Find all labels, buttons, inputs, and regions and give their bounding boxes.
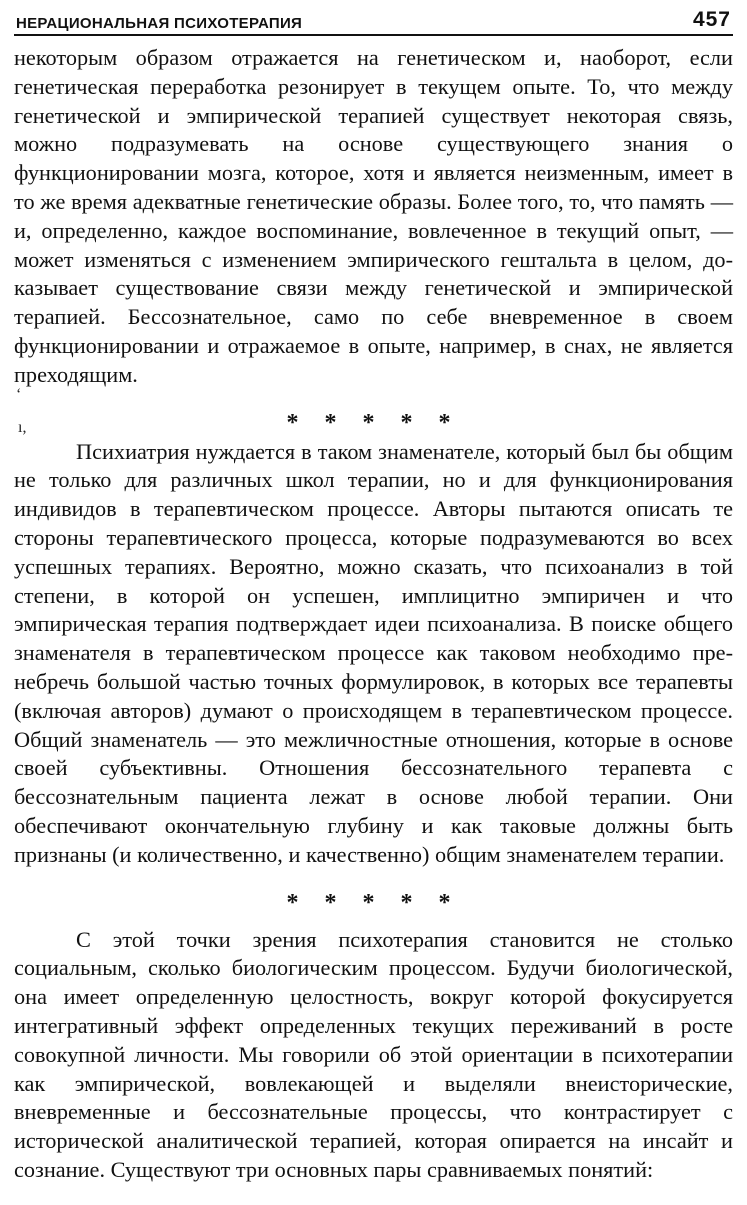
stray-mark-1: ‘ (16, 385, 22, 403)
paragraph-2: Психиатрия нуждается в таком знаменателе, который был бы общим не только для различных школ терапии, но и для функционирования индивидов в терапевтическом процессе. Авторы пытаются описать те стороны терапевтического процесса, которые подразумеваются во всех успешных терапиях. Вероятно, можно сказать, что психоанализ в той степени, в которой он успешен, имплицитно эмпиричен и что эмпирическая терапия подтверждает идеи психоанализа. В поиске общего знаменателя в терапевтическом процессе как таковом необходимо пренебречь большой частью точных формулировок, в которых все терапевты (включая авторов) думают о происходящем в терапевтическом процессе. Общий знаменатель — это межличностные отношения, которые в основе своей субъективны. Отношения бессознательного терапевта с бессознательным пациента лежат в основе любой терапии. Они обеспечивают окончательную глубину и как таковые должны быть признаны (и количественно, и качественно) общим знаменателем терапии. (14, 438, 733, 867)
paragraph-1: некоторым образом отражается на генетическом и, наоборот, если генетическая переработка резонирует в текущем опыте. То, что между генетической и эмпирической терапией существует некоторая связь, можно подразумевать на основе существующего знания о функционировании мозга, которое, хотя и является неизменным, имеет в то же время адекватные генетические образы. Более того, то, что память — и, определенно, каждое воспоминание, вовлеченное в текущий опыт, — может изменяться с изменением эмпирического гештальта в целом, доказывает существование связи между генетической и эмпирической терапией. Бессознательное, само по себе вневременное в своем функционировании и отражаемое в опыте, например, в снах, не является преходящим. (14, 45, 733, 387)
page-number: 457 (692, 8, 731, 31)
stray-mark-2: ı, (18, 418, 27, 436)
divider-stars-1: * * * * * (286, 409, 461, 436)
paragraph-3: С этой точки зрения психотерапия становится не столько социальным, сколько биологическим процессом. Будучи биологической, она имеет определенную целостность, вокруг которой фокусируется интегративный эффект определенных текущих переживаний в росте совокупной личности. Мы говорили об этой ориентации в психотерапии как эмпирической, вовлекающей и выделяли внеисторические, вневременные и бессознательные процессы, что контрастирует с исторической аналитической терапией, которая опирается на инсайт и сознание. Существуют три основных пары сравниваемых понятий: (14, 926, 733, 1182)
section-divider-1 (14, 408, 733, 438)
running-header (14, 6, 733, 36)
stray-mark-row (14, 385, 733, 408)
running-title: НЕРАЦИОНАЛЬНАЯ ПСИХОТЕРАПИЯ (16, 15, 303, 32)
divider-stars-2: * * * * * (286, 889, 461, 916)
body-text (14, 44, 733, 1185)
section-divider-2 (14, 888, 733, 918)
